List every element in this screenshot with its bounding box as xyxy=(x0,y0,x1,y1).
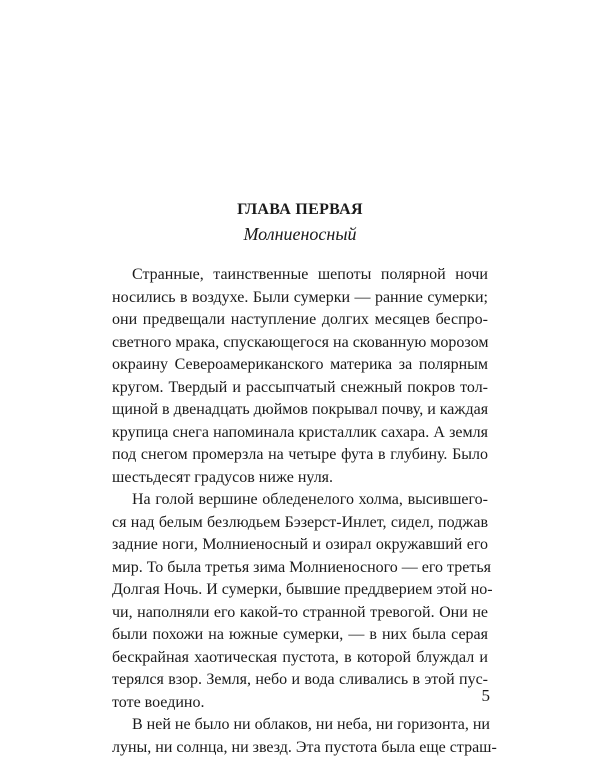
text-line: были похожи на южные сумерки, — в них была серая xyxy=(112,624,488,647)
text-line: крупица снега напоминала кристаллик сахара. А земля xyxy=(112,422,488,445)
text-line: бескрайная хаотическая пустота, в которой блуждал и xyxy=(112,647,488,670)
text-line: мир. То была третья зима Молниеносного — его третья xyxy=(112,557,488,580)
text-line: окраину Североамериканского материка за полярным xyxy=(112,354,488,377)
text-line: чи, наполняли его какой-то странной тревогой. Они не xyxy=(112,602,488,625)
text-line: шестьдесят градусов ниже нуля. xyxy=(112,467,488,490)
text-line: задние ноги, Молниеносный и озирал окружавший его xyxy=(112,534,488,557)
text-line: Странные, таинственные шепоты полярной ночи xyxy=(112,264,488,287)
text-line: Долгая Ночь. И сумерки, бывшие преддверием этой но- xyxy=(112,579,488,602)
text-line: луны, ни солнца, ни звезд. Эта пустота была еще страш- xyxy=(112,737,488,759)
text-line: носились в воздухе. Были сумерки — ранние сумерки; xyxy=(112,287,488,310)
body-text xyxy=(112,264,488,759)
text-line: светного мрака, спускающегося на скованную морозом xyxy=(112,332,488,355)
text-line: В ней не было ни облаков, ни неба, ни горизонта, ни xyxy=(112,714,488,737)
page-number: 5 xyxy=(482,686,491,706)
text-line: На голой вершине обледенелого холма, высившего- xyxy=(112,489,488,512)
text-line: кругом. Твердый и рассыпчатый снежный покров тол- xyxy=(112,377,488,400)
text-line: терялся взор. Земля, небо и вода сливались в этой пус- xyxy=(112,669,488,692)
text-line: они предвещали наступление долгих месяцев беспро- xyxy=(112,309,488,332)
text-line: под снегом промерзла на четыре фута в глубину. Было xyxy=(112,444,488,467)
chapter-subtitle: Молниеносный xyxy=(0,224,600,245)
text-line: тоте воедино. xyxy=(112,692,488,715)
text-line: ся над белым безлюдьем Бэзерст-Инлет, сидел, поджав xyxy=(112,512,488,535)
text-line: щиной в двенадцать дюймов покрывал почву, и каждая xyxy=(112,399,488,422)
chapter-title: ГЛАВА ПЕРВАЯ xyxy=(0,201,600,219)
